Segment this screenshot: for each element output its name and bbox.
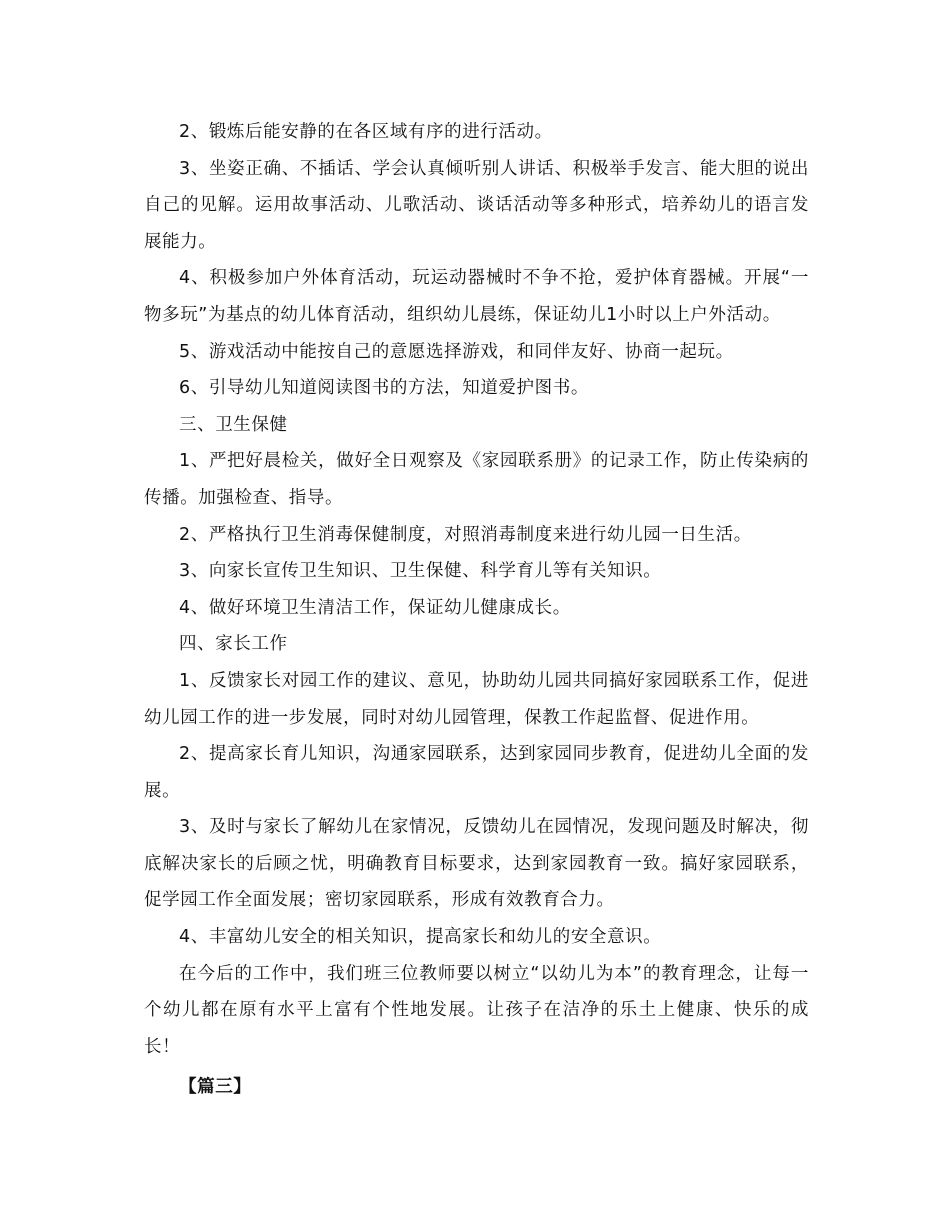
parents-item-1: 1、反馈家长对园工作的建议、意见，协助幼儿园共同搞好家园联系工作，促进幼儿园工作的进一步发展，同时对幼儿园管理，保教工作起监督、促进作用。	[144, 670, 809, 728]
closing-paragraph: 在今后的工作中，我们班三位教师要以树立“以幼儿为本”的教育理念，让每一个幼儿都在原有水平上富有个性地发展。让孩子在洁净的乐土上健康、快乐的成长！	[144, 963, 809, 1057]
parents-item-2: 2、提高家长育儿知识，沟通家园联系，达到家园同步教育，促进幼儿全面的发展。	[144, 744, 809, 801]
parents-item-4: 4、丰富幼儿安全的相关知识，提高家长和幼儿的安全意识。	[179, 927, 662, 948]
parents-item-3: 3、及时与家长了解幼儿在家情况，反馈幼儿在园情况，发现问题及时解决，彻底解决家长的后顾之忧，明确教育目标要求，达到家园教育一致。搞好家园联系，促学园工作全面发展；密切家园联系，形成有效教育合力。	[144, 817, 809, 911]
health-item-3: 3、向家长宣传卫生知识、卫生保健、科学育儿等有关知识。	[179, 561, 662, 582]
paragraph-item-5: 5、游戏活动中能按自己的意愿选择游戏，和同伴友好、协商一起玩。	[179, 341, 734, 362]
paragraph-item-6: 6、引导幼儿知道阅读图书的方法，知道爱护图书。	[179, 378, 589, 399]
section-heading-parents: 四、家长工作	[179, 634, 288, 655]
health-item-2: 2、严格执行卫生消毒保健制度，对照消毒制度来进行幼儿园一日生活。	[179, 524, 752, 545]
paragraph-item-4: 4、积极参加户外体育活动，玩运动器械时不争不抢，爱护体育器械。开展“一物多玩”为基点的幼儿体育活动，组织幼儿晨练，保证幼儿1小时以上户外活动。	[144, 268, 809, 325]
paragraph-item-2: 2、锻炼后能安静的在各区域有序的进行活动。	[179, 122, 553, 142]
section-heading-health: 三、卫生保健	[179, 414, 288, 435]
part-marker: 【篇三】	[179, 1077, 252, 1098]
health-item-4: 4、做好环境卫生清洁工作，保证幼儿健康成长。	[179, 597, 571, 618]
health-item-1: 1、严把好晨检关，做好全日观察及《家园联系册》的记录工作，防止传染病的传播。加强检查、指导。	[144, 451, 809, 508]
document-body	[144, 114, 809, 1106]
paragraph-item-3: 3、坐姿正确、不插话、学会认真倾听别人讲话、积极举手发言、能大胆的说出自己的见解。运用故事活动、儿歌活动、谈话活动等多种形式，培养幼儿的语言发展能力。	[144, 158, 809, 252]
